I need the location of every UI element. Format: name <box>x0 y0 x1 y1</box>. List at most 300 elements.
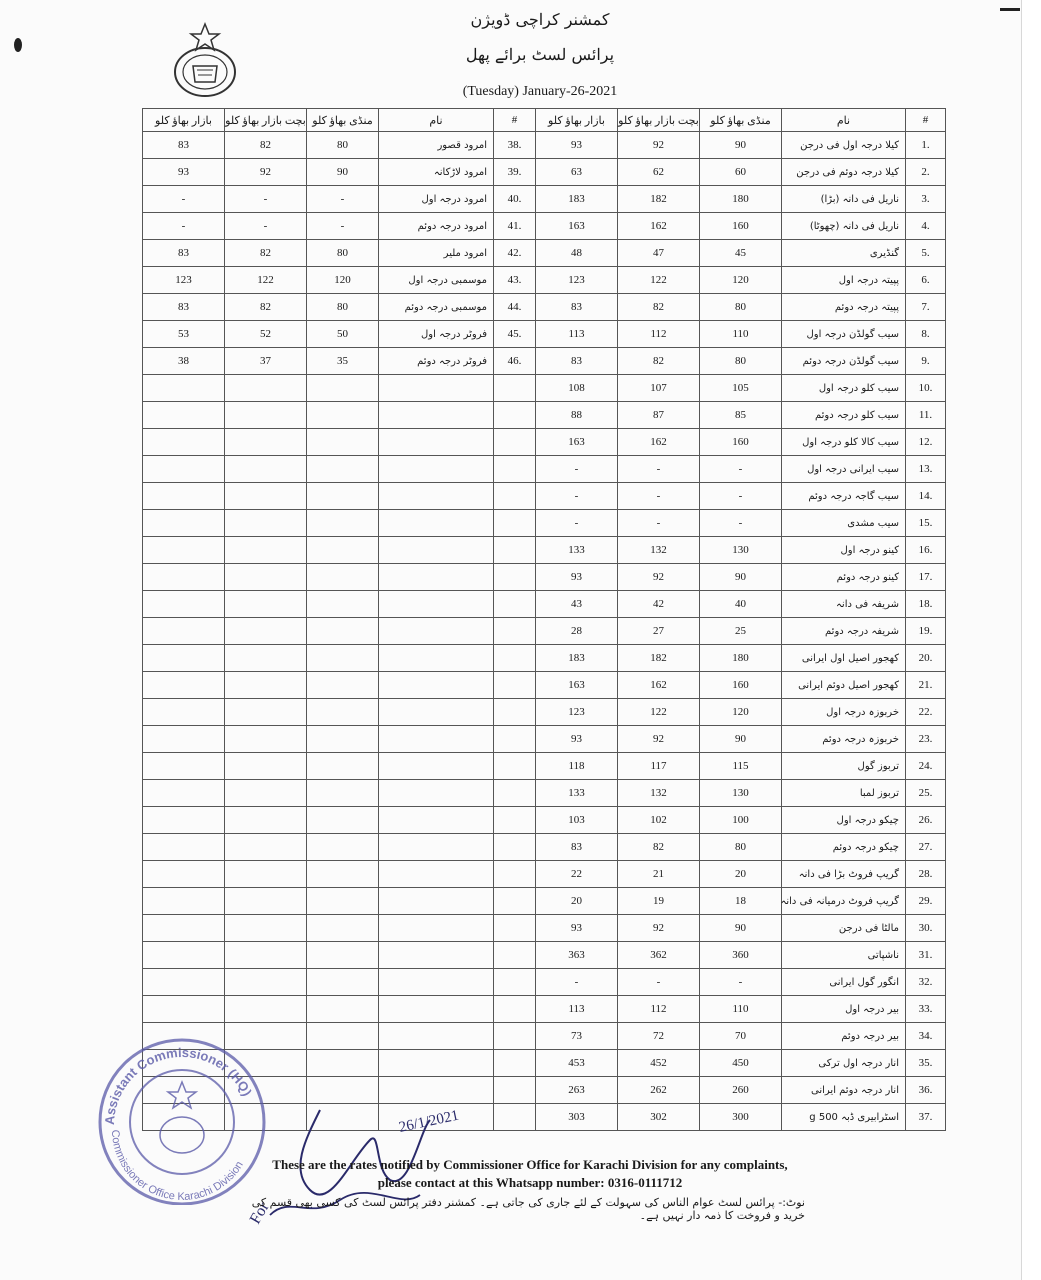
cell-mandi-price <box>307 942 379 969</box>
stamp-text-outer: Assistant Commissioner (HQ) <box>101 1044 255 1126</box>
cell-number: 15. <box>906 510 946 537</box>
cell-mandi-price: 110 <box>700 321 782 348</box>
cell-number: 40. <box>494 186 536 213</box>
table-row <box>536 186 946 213</box>
cell-bachat-price: 72 <box>618 1023 700 1050</box>
cell-bachat-price: 112 <box>618 996 700 1023</box>
cell-bazar-price: 118 <box>536 753 618 780</box>
table-header-row <box>143 109 536 132</box>
cell-bachat-price: 82 <box>618 834 700 861</box>
cell-number: 27. <box>906 834 946 861</box>
cell-bazar-price: 63 <box>536 159 618 186</box>
table-row <box>536 672 946 699</box>
cell-mandi-price: 80 <box>700 294 782 321</box>
cell-bachat-price <box>225 672 307 699</box>
table-row <box>536 699 946 726</box>
cell-bachat-price: 162 <box>618 672 700 699</box>
cell-bachat-price: - <box>618 510 700 537</box>
cell-mandi-price: 40 <box>700 591 782 618</box>
cell-number: 8. <box>906 321 946 348</box>
cell-mandi-price: 70 <box>700 1023 782 1050</box>
cell-number: 11. <box>906 402 946 429</box>
table-row <box>536 861 946 888</box>
cell-mandi-price <box>307 726 379 753</box>
cell-bachat-price: - <box>618 969 700 996</box>
cell-mandi-price: 105 <box>700 375 782 402</box>
cell-number <box>494 780 536 807</box>
cell-item-name: خربوزہ درجہ اول <box>782 699 906 726</box>
cell-bachat-price: 82 <box>225 240 307 267</box>
cell-number: 33. <box>906 996 946 1023</box>
cell-item-name <box>379 429 494 456</box>
cell-bazar-price: - <box>536 510 618 537</box>
cell-number: 35. <box>906 1050 946 1077</box>
cell-mandi-price <box>307 834 379 861</box>
cell-bazar-price: 38 <box>143 348 225 375</box>
corner-mark <box>1000 0 1020 11</box>
cell-item-name: کیلا درجہ اول فی درجن <box>782 132 906 159</box>
cell-item-name <box>379 645 494 672</box>
cell-mandi-price <box>307 564 379 591</box>
cell-number <box>494 510 536 537</box>
cell-mandi-price: 50 <box>307 321 379 348</box>
cell-bachat-price <box>225 834 307 861</box>
cell-bachat-price: - <box>618 483 700 510</box>
cell-bachat-price: 52 <box>225 321 307 348</box>
cell-bachat-price <box>225 861 307 888</box>
cell-bachat-price <box>225 402 307 429</box>
table-row <box>536 429 946 456</box>
cell-item-name <box>379 699 494 726</box>
cell-number: 38. <box>494 132 536 159</box>
cell-item-name: تربوز گول <box>782 753 906 780</box>
column-header-mandi: منڈی بھاؤ کلو <box>700 109 782 132</box>
cell-mandi-price: 450 <box>700 1050 782 1077</box>
cell-mandi-price <box>307 1050 379 1077</box>
cell-number <box>494 807 536 834</box>
cell-number <box>494 996 536 1023</box>
cell-bazar-price: 123 <box>143 267 225 294</box>
cell-bazar-price: 113 <box>536 321 618 348</box>
table-row <box>143 915 536 942</box>
cell-bazar-price: - <box>143 186 225 213</box>
cell-bazar-price: 83 <box>143 132 225 159</box>
table-row <box>143 240 536 267</box>
cell-bachat-price <box>225 807 307 834</box>
cell-mandi-price: 120 <box>307 267 379 294</box>
cell-number: 26. <box>906 807 946 834</box>
cell-bachat-price: 92 <box>618 915 700 942</box>
cell-bachat-price: 132 <box>618 537 700 564</box>
cell-bazar-price <box>143 537 225 564</box>
cell-item-name <box>379 861 494 888</box>
cell-number <box>494 753 536 780</box>
cell-mandi-price <box>307 537 379 564</box>
cell-mandi-price: - <box>307 186 379 213</box>
cell-item-name: اسٹرابیری ڈبہ 500 g <box>782 1104 906 1131</box>
cell-number <box>494 969 536 996</box>
table-row <box>143 969 536 996</box>
cell-bazar-price <box>143 375 225 402</box>
table-row <box>536 1104 946 1131</box>
cell-bazar-price: 83 <box>143 240 225 267</box>
table-row <box>536 618 946 645</box>
cell-bachat-price <box>225 375 307 402</box>
cell-bazar-price <box>143 969 225 996</box>
cell-bachat-price: 82 <box>225 132 307 159</box>
cell-item-name <box>379 672 494 699</box>
cell-bazar-price: 48 <box>536 240 618 267</box>
cell-bazar-price: 53 <box>143 321 225 348</box>
cell-number <box>494 537 536 564</box>
cell-mandi-price: 80 <box>700 348 782 375</box>
cell-mandi-price <box>307 591 379 618</box>
cell-bazar-price <box>143 510 225 537</box>
table-row <box>143 996 536 1023</box>
cell-number <box>494 672 536 699</box>
column-header-bazar: بازار بھاؤ کلو <box>143 109 225 132</box>
cell-bazar-price: 133 <box>536 537 618 564</box>
column-header-bazar: بازار بھاؤ کلو <box>536 109 618 132</box>
cell-bachat-price: 162 <box>618 429 700 456</box>
cell-item-name: انگور گول ایرانی <box>782 969 906 996</box>
cell-item-name: موسمبی درجہ اول <box>379 267 494 294</box>
cell-item-name: پپیتہ درجہ دوئم <box>782 294 906 321</box>
footer-line-2: please contact at this Whatsapp number: 0316-0111712 <box>377 1175 683 1190</box>
table-row <box>143 807 536 834</box>
cell-bachat-price: 182 <box>618 186 700 213</box>
cell-number: 24. <box>906 753 946 780</box>
cell-number: 5. <box>906 240 946 267</box>
cell-mandi-price: 130 <box>700 780 782 807</box>
table-row <box>143 537 536 564</box>
cell-bazar-price: 83 <box>536 294 618 321</box>
cell-mandi-price: 90 <box>700 132 782 159</box>
cell-bazar-price: 303 <box>536 1104 618 1131</box>
cell-bachat-price: 82 <box>618 348 700 375</box>
cell-bachat-price <box>225 618 307 645</box>
cell-item-name: سیب گاجہ درجہ دوئم <box>782 483 906 510</box>
cell-bachat-price: 162 <box>618 213 700 240</box>
cell-item-name: کیلا درجہ دوئم فی درجن <box>782 159 906 186</box>
cell-bazar-price: 73 <box>536 1023 618 1050</box>
cell-mandi-price <box>307 456 379 483</box>
cell-bachat-price: - <box>618 456 700 483</box>
cell-bazar-price: 88 <box>536 402 618 429</box>
cell-mandi-price: 115 <box>700 753 782 780</box>
cell-item-name: امرود قصور <box>379 132 494 159</box>
cell-bachat-price: 102 <box>618 807 700 834</box>
cell-number <box>494 564 536 591</box>
cell-number: 25. <box>906 780 946 807</box>
cell-mandi-price: 80 <box>307 132 379 159</box>
cell-number <box>494 591 536 618</box>
cell-bachat-price: 117 <box>618 753 700 780</box>
cell-bazar-price <box>143 591 225 618</box>
table-row <box>536 240 946 267</box>
table-row <box>536 753 946 780</box>
cell-number: 46. <box>494 348 536 375</box>
cell-bazar-price: - <box>536 456 618 483</box>
cell-bachat-price: 92 <box>225 159 307 186</box>
cell-mandi-price <box>307 402 379 429</box>
signature-for: For <box>246 1199 273 1227</box>
table-row <box>143 834 536 861</box>
table-row <box>143 483 536 510</box>
cell-mandi-price: 90 <box>700 915 782 942</box>
cell-number: 36. <box>906 1077 946 1104</box>
table-row <box>143 753 536 780</box>
cell-number <box>494 834 536 861</box>
table-row <box>536 321 946 348</box>
cell-item-name <box>379 564 494 591</box>
table-row <box>536 213 946 240</box>
cell-bazar-price <box>143 915 225 942</box>
table-row <box>536 402 946 429</box>
table-row <box>143 456 536 483</box>
government-seal-icon <box>165 22 245 100</box>
cell-mandi-price: 100 <box>700 807 782 834</box>
cell-number: 2. <box>906 159 946 186</box>
cell-number: 39. <box>494 159 536 186</box>
table-row <box>536 456 946 483</box>
table-row <box>536 834 946 861</box>
cell-bachat-price <box>225 564 307 591</box>
cell-bazar-price: 93 <box>143 159 225 186</box>
cell-number <box>494 726 536 753</box>
cell-bazar-price <box>143 483 225 510</box>
cell-item-name: گریپ فروٹ بڑا فی دانہ <box>782 861 906 888</box>
cell-number: 32. <box>906 969 946 996</box>
table-row <box>143 402 536 429</box>
cell-mandi-price <box>307 618 379 645</box>
cell-number <box>494 1023 536 1050</box>
table-row <box>143 618 536 645</box>
cell-mandi-price <box>307 969 379 996</box>
cell-bachat-price <box>225 510 307 537</box>
cell-bachat-price: 42 <box>618 591 700 618</box>
cell-mandi-price <box>307 996 379 1023</box>
cell-number: 31. <box>906 942 946 969</box>
cell-number <box>494 645 536 672</box>
cell-number: 43. <box>494 267 536 294</box>
cell-mandi-price: 45 <box>700 240 782 267</box>
cell-bachat-price <box>225 537 307 564</box>
signature-date: 26/1/2021 <box>397 1107 461 1136</box>
cell-bachat-price: 122 <box>225 267 307 294</box>
cell-bazar-price: 263 <box>536 1077 618 1104</box>
table-row <box>536 267 946 294</box>
cell-number <box>494 915 536 942</box>
cell-mandi-price: 25 <box>700 618 782 645</box>
cell-number: 45. <box>494 321 536 348</box>
cell-bazar-price: 163 <box>536 672 618 699</box>
cell-bachat-price: 107 <box>618 375 700 402</box>
cell-bachat-price: 62 <box>618 159 700 186</box>
cell-item-name: شریفہ درجہ دوئم <box>782 618 906 645</box>
table-row <box>143 942 536 969</box>
cell-number: 42. <box>494 240 536 267</box>
cell-item-name: فروٹر درجہ اول <box>379 321 494 348</box>
cell-mandi-price: - <box>307 213 379 240</box>
cell-bazar-price: 113 <box>536 996 618 1023</box>
cell-number: 19. <box>906 618 946 645</box>
cell-number: 37. <box>906 1104 946 1131</box>
cell-item-name <box>379 807 494 834</box>
cell-number: 30. <box>906 915 946 942</box>
table-row <box>143 672 536 699</box>
cell-item-name <box>379 618 494 645</box>
table-row <box>143 321 536 348</box>
table-row <box>143 159 536 186</box>
cell-bazar-price <box>143 618 225 645</box>
cell-item-name <box>379 969 494 996</box>
cell-bazar-price: - <box>536 483 618 510</box>
cell-mandi-price: 160 <box>700 672 782 699</box>
cell-bachat-price: 92 <box>618 564 700 591</box>
cell-number: 28. <box>906 861 946 888</box>
table-row <box>536 996 946 1023</box>
cell-bazar-price: 123 <box>536 267 618 294</box>
cell-bazar-price <box>143 942 225 969</box>
table-row <box>536 1077 946 1104</box>
cell-number: 16. <box>906 537 946 564</box>
cell-item-name: ناریل فی دانہ (بڑا) <box>782 186 906 213</box>
cell-item-name: کینو درجہ اول <box>782 537 906 564</box>
cell-item-name <box>379 456 494 483</box>
table-row <box>536 132 946 159</box>
cell-item-name: ناریل فی دانہ (چھوٹا) <box>782 213 906 240</box>
table-row <box>143 699 536 726</box>
cell-number: 10. <box>906 375 946 402</box>
cell-item-name <box>379 402 494 429</box>
cell-mandi-price <box>307 645 379 672</box>
table-row <box>536 807 946 834</box>
cell-bachat-price <box>225 645 307 672</box>
table-row <box>143 267 536 294</box>
cell-item-name <box>379 915 494 942</box>
table-row <box>143 861 536 888</box>
cell-mandi-price <box>307 699 379 726</box>
cell-bazar-price: 20 <box>536 888 618 915</box>
cell-bachat-price <box>225 699 307 726</box>
table-row <box>536 375 946 402</box>
cell-bazar-price <box>143 402 225 429</box>
cell-item-name: انار درجہ دوئم ایرانی <box>782 1077 906 1104</box>
table-row <box>143 888 536 915</box>
cell-number <box>494 402 536 429</box>
stamp-text-inner: Commissioner Office Karachi Division <box>108 1129 246 1204</box>
cell-bazar-price <box>143 672 225 699</box>
cell-mandi-price <box>307 807 379 834</box>
background-strip <box>1022 0 1041 1280</box>
cell-mandi-price: 90 <box>700 726 782 753</box>
cell-bachat-price <box>225 456 307 483</box>
cell-item-name: سیب گولڈن درجہ دوئم <box>782 348 906 375</box>
cell-mandi-price: 110 <box>700 996 782 1023</box>
cell-bachat-price: 132 <box>618 780 700 807</box>
cell-bazar-price <box>143 564 225 591</box>
cell-number: 44. <box>494 294 536 321</box>
cell-bachat-price: 37 <box>225 348 307 375</box>
table-header-row <box>536 109 946 132</box>
cell-mandi-price: 130 <box>700 537 782 564</box>
cell-bazar-price <box>143 834 225 861</box>
cell-bazar-price: 133 <box>536 780 618 807</box>
table-row <box>536 483 946 510</box>
cell-item-name: فروٹر درجہ دوئم <box>379 348 494 375</box>
cell-number <box>494 429 536 456</box>
cell-bazar-price <box>143 780 225 807</box>
cell-item-name <box>379 537 494 564</box>
table-row <box>536 537 946 564</box>
cell-bachat-price: - <box>225 213 307 240</box>
cell-number: 13. <box>906 456 946 483</box>
cell-bazar-price: 93 <box>536 726 618 753</box>
cell-item-name <box>379 780 494 807</box>
cell-mandi-price: - <box>700 969 782 996</box>
cell-item-name: تربوز لمبا <box>782 780 906 807</box>
page-subtitle: پرائس لسٹ برائے پھل <box>465 45 615 64</box>
cell-bazar-price: 363 <box>536 942 618 969</box>
cell-mandi-price: 120 <box>700 699 782 726</box>
cell-bachat-price <box>225 888 307 915</box>
cell-number <box>494 618 536 645</box>
table-row <box>536 348 946 375</box>
cell-item-name: مالٹا فی درجن <box>782 915 906 942</box>
cell-bachat-price <box>225 753 307 780</box>
cell-bachat-price <box>225 780 307 807</box>
cell-item-name <box>379 483 494 510</box>
cell-bachat-price: 262 <box>618 1077 700 1104</box>
table-row <box>143 186 536 213</box>
page-title: کمشنر کراچی ڈویژن <box>470 10 610 29</box>
cell-bazar-price: 83 <box>536 834 618 861</box>
cell-bazar-price <box>143 753 225 780</box>
cell-item-name <box>379 888 494 915</box>
cell-bachat-price <box>225 726 307 753</box>
table-row <box>536 294 946 321</box>
cell-item-name <box>379 996 494 1023</box>
cell-number <box>494 456 536 483</box>
cell-item-name <box>379 1050 494 1077</box>
footer-line-1: These are the rates notified by Commissioner Office for Karachi Division for any complaints, <box>272 1157 788 1172</box>
table-row <box>143 213 536 240</box>
table-row <box>143 348 536 375</box>
cell-mandi-price <box>307 915 379 942</box>
cell-bazar-price <box>143 456 225 483</box>
cell-item-name: سیب گولڈن درجہ اول <box>782 321 906 348</box>
table-row <box>536 159 946 186</box>
cell-bachat-price: 362 <box>618 942 700 969</box>
cell-mandi-price: 80 <box>700 834 782 861</box>
cell-bazar-price: 93 <box>536 915 618 942</box>
cell-bazar-price: 93 <box>536 132 618 159</box>
cell-bachat-price <box>225 915 307 942</box>
cell-number: 4. <box>906 213 946 240</box>
cell-item-name <box>379 591 494 618</box>
cell-bachat-price: 112 <box>618 321 700 348</box>
cell-bachat-price: 92 <box>618 132 700 159</box>
cell-bazar-price: 108 <box>536 375 618 402</box>
cell-item-name: شریفہ فی دانہ <box>782 591 906 618</box>
cell-item-name <box>379 510 494 537</box>
cell-bachat-price <box>225 483 307 510</box>
cell-mandi-price <box>307 888 379 915</box>
cell-item-name: موسمبی درجہ دوئم <box>379 294 494 321</box>
column-header-mandi: منڈی بھاؤ کلو <box>307 109 379 132</box>
cell-mandi-price: 160 <box>700 429 782 456</box>
